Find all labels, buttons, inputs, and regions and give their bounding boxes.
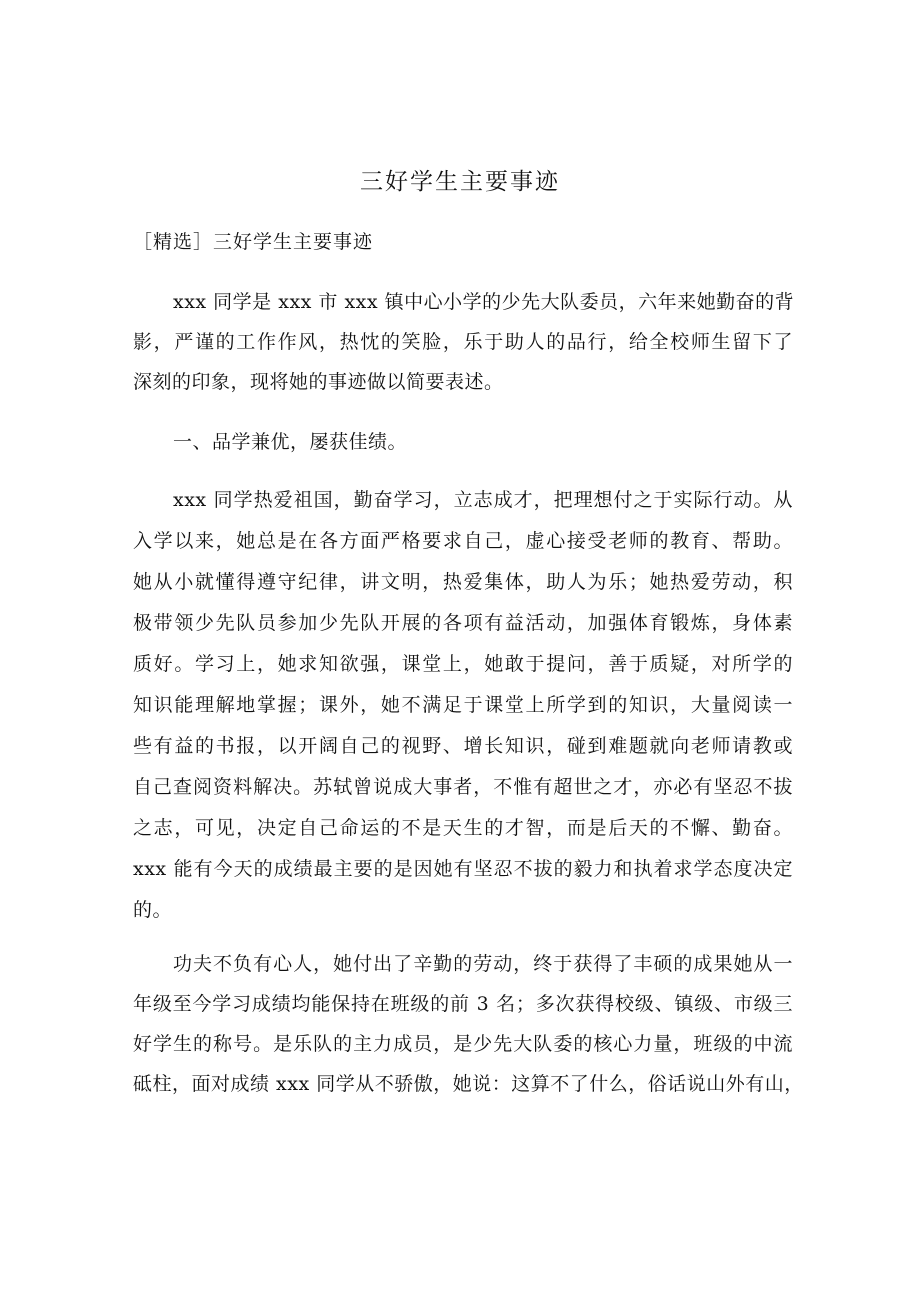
paragraph-line: 极带领少先队员参加少先队开展的各项有益活动，加强体育锻炼，身体素 bbox=[133, 612, 793, 634]
paragraph-line: 年级至今学习成绩均能保持在班级的前 3 名；多次获得校级、镇级、市级三 bbox=[133, 993, 793, 1015]
paragraph-line: 深刻的印象，现将她的事迹做以简要表述。 bbox=[133, 371, 504, 393]
paragraph-line: 入学以来，她总是在各方面严格要求自己，虚心接受老师的教育、帮助。 bbox=[133, 530, 793, 552]
paragraph-line: xxx 能有今天的成绩最主要的是因她有坚忍不拔的毅力和执着求学态度决定 bbox=[133, 858, 793, 880]
paragraph-line: 质好。学习上，她求知欲强，课堂上，她敢于提问，善于质疑，对所学的 bbox=[133, 653, 793, 675]
paragraph-line: 她从小就懂得遵守纪律，讲文明，热爱集体，助人为乐；她热爱劳动，积 bbox=[133, 571, 793, 593]
section-heading: 一、品学兼优，屡获佳绩。 bbox=[173, 431, 408, 453]
paragraph-line: 的。 bbox=[133, 899, 173, 921]
document-subtitle: ［精选］三好学生主要事迹 bbox=[133, 231, 374, 253]
paragraph-line: 好学生的称号。是乐队的主力成员，是少先大队委的核心力量，班级的中流 bbox=[133, 1033, 793, 1055]
paragraph-line: 知识能理解地掌握；课外，她不满足于课堂上所学到的知识，大量阅读一 bbox=[133, 694, 793, 716]
paragraph-line: 砥柱，面对成绩 xxx 同学从不骄傲，她说：这算不了什么，俗话说山外有山， bbox=[133, 1073, 804, 1095]
paragraph-line: 之志，可见，决定自己命运的不是天生的才智，而是后天的不懈、勤奋。 bbox=[133, 817, 793, 839]
paragraph-line: xxx 同学是 xxx 市 xxx 镇中心小学的少先大队委员，六年来她勤奋的背 bbox=[173, 291, 795, 313]
paragraph-line: 些有益的书报，以开阔自己的视野、增长知识，碰到难题就向老师请教或 bbox=[133, 735, 793, 757]
paragraph-line: 功夫不负有心人，她付出了辛勤的劳动，终于获得了丰硕的成果她从一 bbox=[173, 953, 793, 975]
page-title: 三好学生主要事迹 bbox=[360, 169, 560, 195]
paragraph-line: 影，严谨的工作作风，热忱的笑脸，乐于助人的品行，给全校师生留下了 bbox=[133, 331, 793, 353]
paragraph-line: 自己查阅资料解决。苏轼曾说成大事者，不惟有超世之才，亦必有坚忍不拔 bbox=[133, 776, 793, 798]
paragraph-line: xxx 同学热爱祖国，勤奋学习，立志成才，把理想付之于实际行动。从 bbox=[173, 489, 793, 511]
